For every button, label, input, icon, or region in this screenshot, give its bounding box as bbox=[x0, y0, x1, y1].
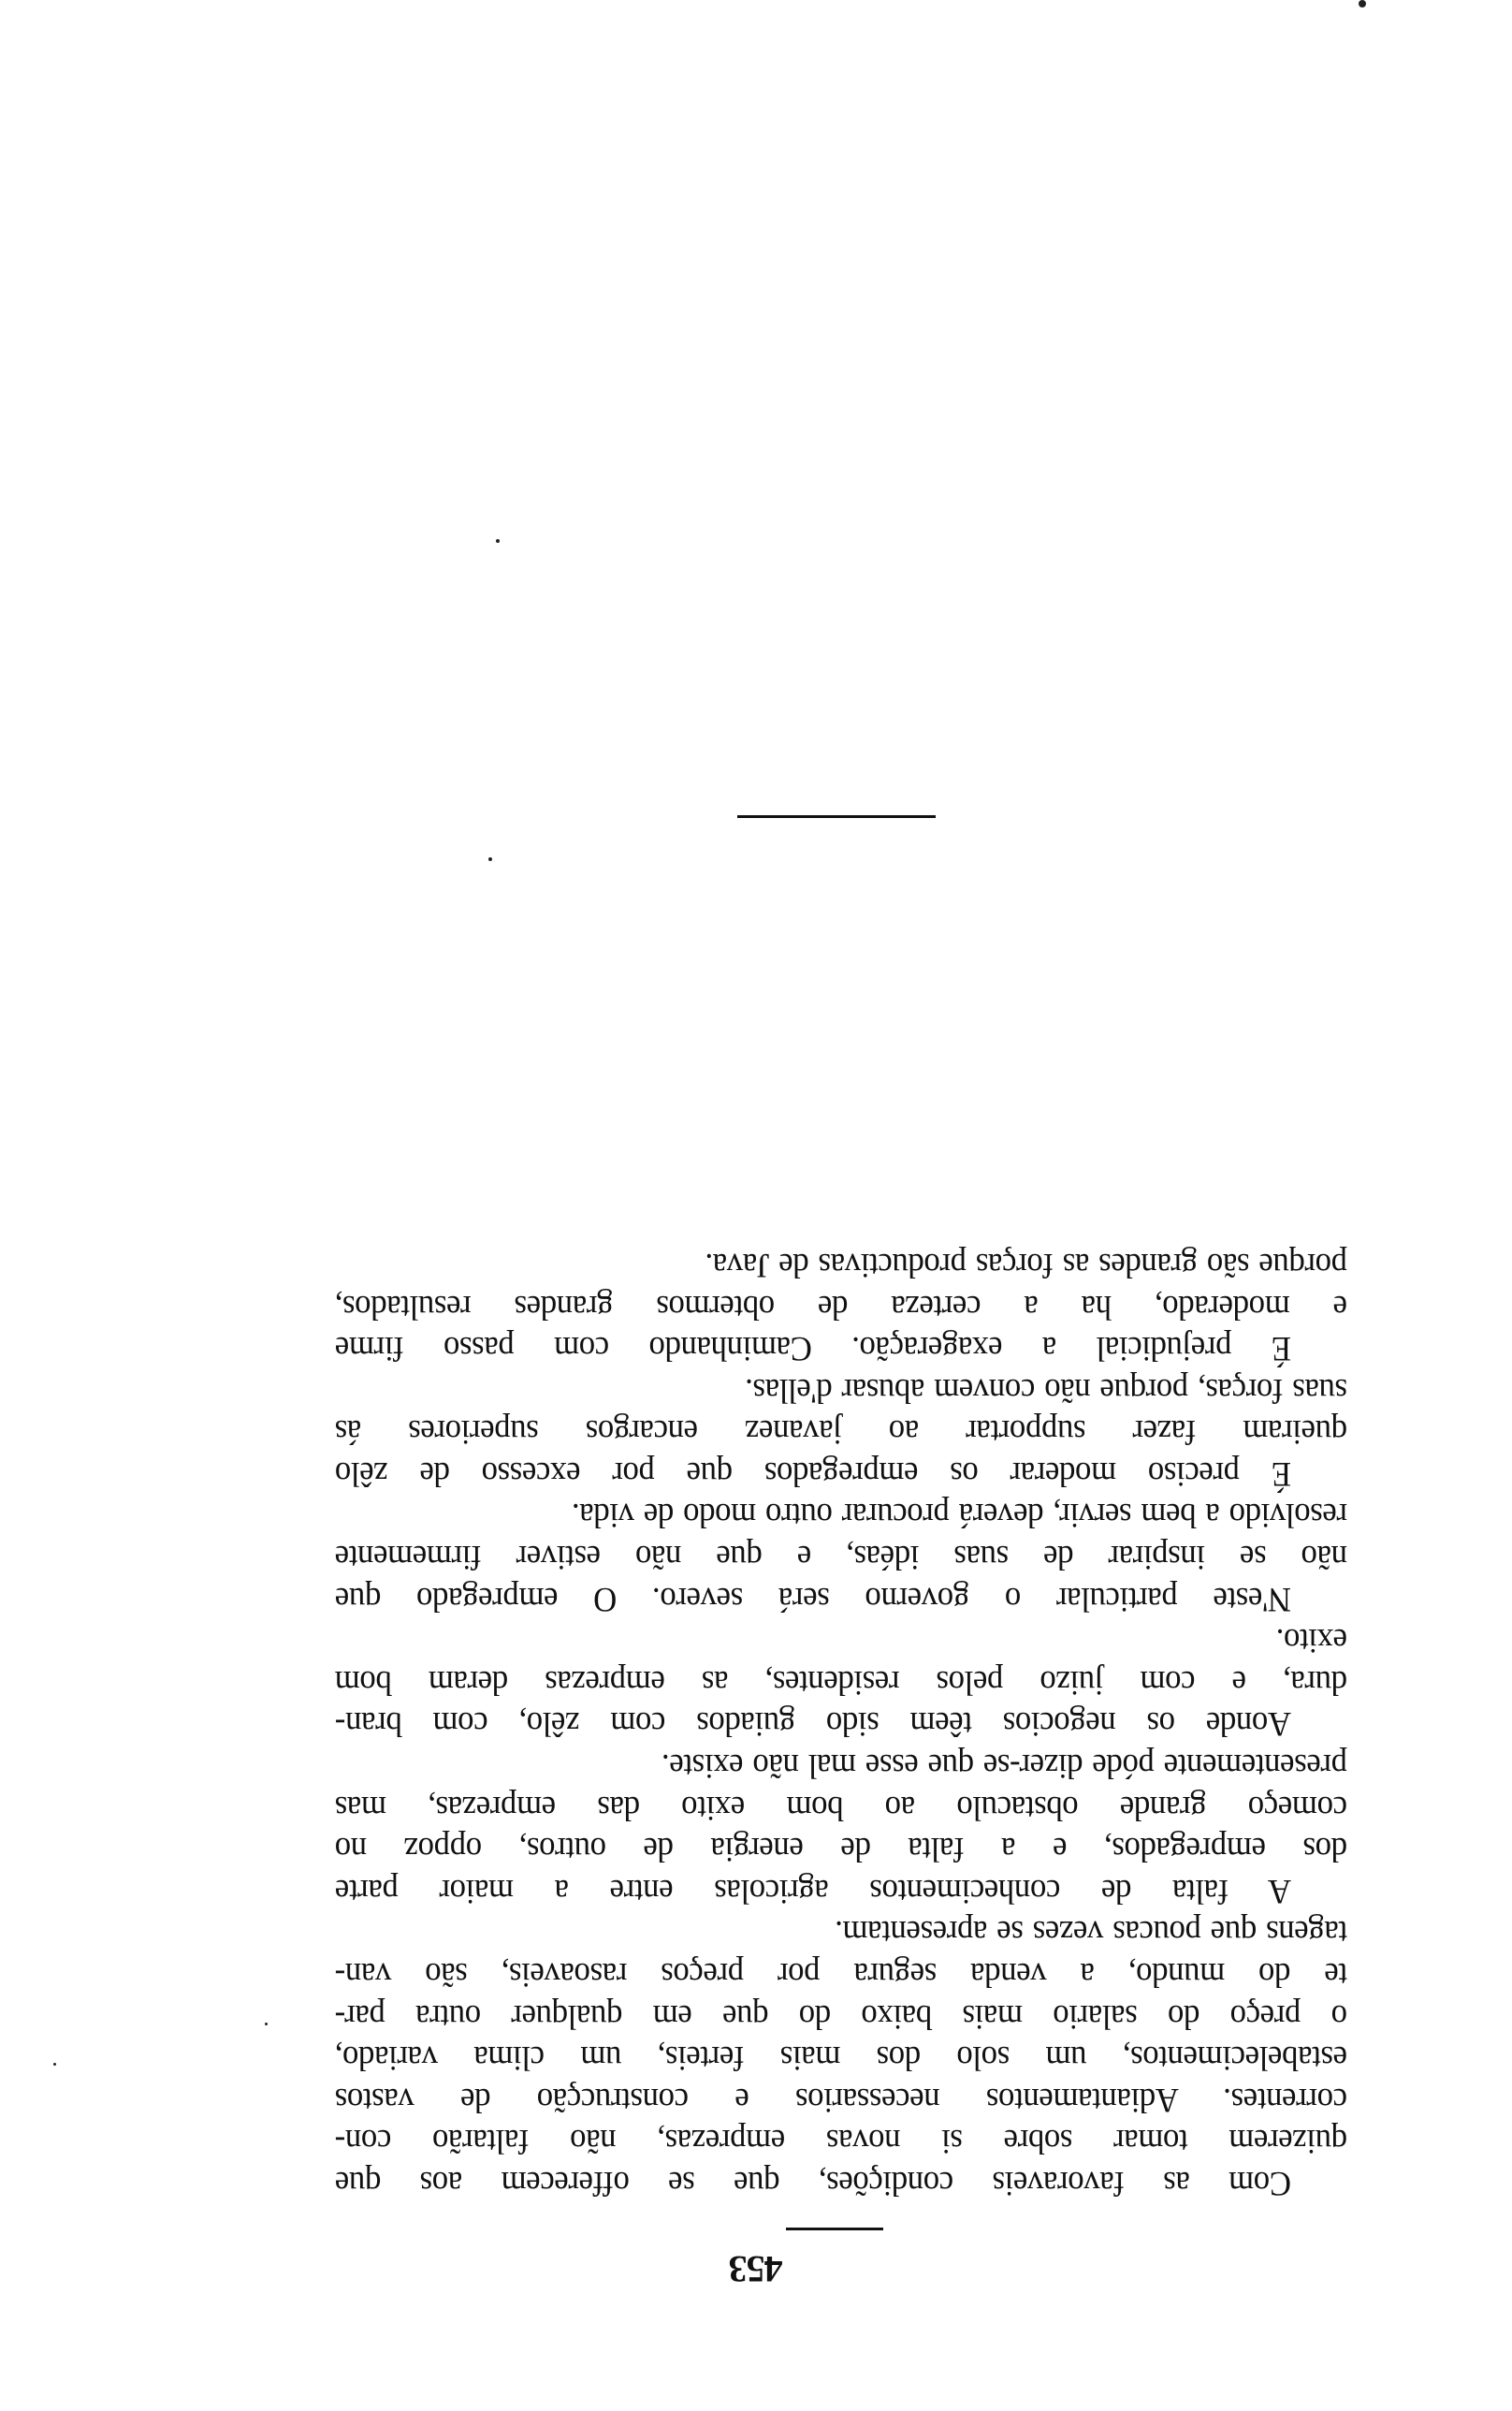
text-line: não se inspirar de suas idéas, e que não estiver firmemente bbox=[335, 1538, 1347, 1577]
body-text bbox=[335, 1243, 1347, 2203]
text-line: Com as favoraveis condições, que se offerecem aos que bbox=[335, 2164, 1291, 2202]
scan-speck bbox=[496, 539, 500, 543]
text-line: Aonde os negocios têem sido guiados com zêlo, com bran- bbox=[335, 1704, 1291, 1744]
text-line: exito. bbox=[1276, 1621, 1347, 1660]
text-line: e moderado, ha a certeza de obtermos grandes resultados, bbox=[335, 1287, 1347, 1326]
text-line: presentemente póde dizer-se que esse mal não existe. bbox=[662, 1746, 1347, 1786]
page-number: 453 bbox=[729, 2248, 783, 2290]
text-line: correntes. Adiantamentos necessarios e construcção de vastos bbox=[335, 2080, 1347, 2119]
closing-rule bbox=[737, 815, 936, 818]
text-line: te do mundo, a venda segura por preços rasoaveis, são van- bbox=[335, 1955, 1347, 1995]
scan-speck bbox=[488, 857, 492, 861]
text-line: começo grande obstaculo ao bom exito das emprezas, mas bbox=[335, 1788, 1347, 1827]
text-line: suas forças, porque não convem abusar d'ellas. bbox=[745, 1370, 1347, 1410]
text-line: A falta de conhecimentos agricolas entre a maior parte bbox=[335, 1871, 1291, 1910]
paragraph-2 bbox=[335, 1744, 1347, 1910]
text-line: porque são grandes as forças productivas de Java. bbox=[705, 1245, 1347, 1284]
text-line: dos empregados, e a falta de energia de outros, oppoz no bbox=[335, 1830, 1347, 1869]
text-line: estabelecimentos, um solo dos mais ferteis, um clima variado, bbox=[335, 2038, 1347, 2078]
scan-speck bbox=[53, 2063, 56, 2066]
paragraph-3 bbox=[335, 1619, 1347, 1745]
scan-speck bbox=[1359, 0, 1366, 7]
text-line: resolvido a bem servir, deverá procurar outro modo de vida. bbox=[572, 1496, 1347, 1535]
paragraph-4 bbox=[335, 1494, 1347, 1619]
text-line: tagens que poucas vezes se apresentam. bbox=[835, 1913, 1347, 1952]
text-line: N'este particular o governo será severo. O empregado que bbox=[335, 1579, 1291, 1618]
text-line: quizerem tomar sobre si novas emprezas, não faltarão con- bbox=[335, 2122, 1347, 2161]
text-line: É prejudicial a exageração. Caminhando com passo firme bbox=[335, 1329, 1291, 1368]
text-line: dura, e com juizo pelos residentes, as emprezas deram bom bbox=[335, 1662, 1347, 1702]
paragraph-1 bbox=[335, 1911, 1347, 2203]
text-line: queiram fazer supportar ao javanez encargos superiores ás bbox=[335, 1412, 1347, 1452]
paragraph-6 bbox=[335, 1243, 1347, 1368]
text-line: o preço do salario mais baixo do que em qualquer outra par- bbox=[335, 1996, 1347, 2036]
header-rule bbox=[786, 2228, 883, 2230]
text-line: É preciso moderar os empregados que por excesso de zêlo bbox=[335, 1454, 1291, 1493]
scan-speck bbox=[265, 2023, 268, 2025]
paragraph-5 bbox=[335, 1368, 1347, 1494]
